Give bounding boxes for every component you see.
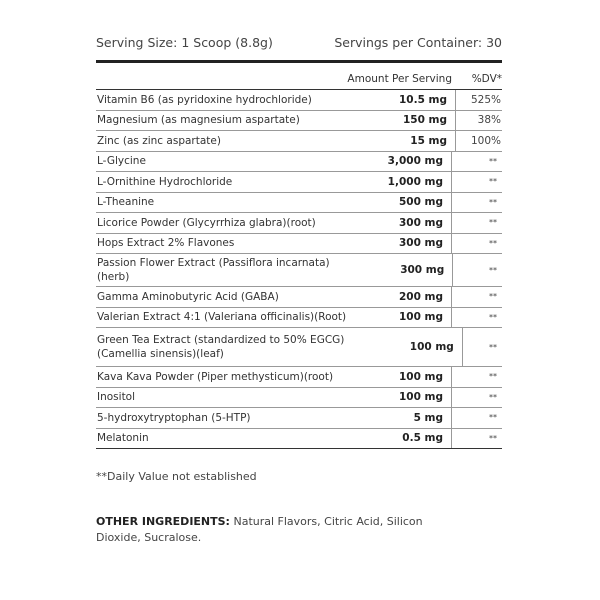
facts-table xyxy=(96,89,502,449)
ingredient-name: Vitamin B6 (as pyridoxine hydrochloride) xyxy=(97,93,312,106)
ingredient-daily-value: ** xyxy=(489,433,497,443)
serving-size-label: Serving Size: xyxy=(96,35,178,50)
ingredient-amount: 150 mg xyxy=(355,111,456,131)
table-row xyxy=(96,192,502,213)
ingredient-amount: 1,000 mg xyxy=(351,172,452,192)
amount-header xyxy=(96,69,502,89)
ingredient-daily-value: ** xyxy=(489,197,497,207)
ingredient-name: L-Theanine xyxy=(97,196,155,209)
ingredient-daily-value: ** xyxy=(489,342,497,352)
ingredient-daily-value: ** xyxy=(489,265,497,275)
ingredient-name: Melatonin xyxy=(97,432,149,445)
table-row xyxy=(96,90,502,110)
ingredient-name: Magnesium (as magnesium aspartate) xyxy=(97,114,300,127)
ingredient-name: L-Ornithine Hydrochloride xyxy=(97,175,233,188)
table-row xyxy=(96,428,502,449)
ingredient-amount: 200 mg xyxy=(351,287,452,307)
thick-divider xyxy=(96,60,502,63)
ingredient-name: Gamma Aminobutyric Acid (GABA) xyxy=(97,290,279,303)
ingredient-daily-value: ** xyxy=(489,238,497,248)
ingredient-daily-value: ** xyxy=(489,413,497,423)
ingredient-amount: 100 mg xyxy=(351,388,452,408)
ingredient-amount: 100 mg xyxy=(384,328,463,366)
ingredient-amount: 10.5 mg xyxy=(355,90,456,110)
ingredient-daily-value: ** xyxy=(489,312,497,322)
table-row xyxy=(96,286,502,307)
table-row xyxy=(96,253,502,286)
ingredient-name: Hops Extract 2% Flavones xyxy=(97,237,235,250)
ingredient-name: Kava Kava Powder (Piper methysticum)(root) xyxy=(97,370,334,383)
serving-size-value: 1 Scoop (8.8g) xyxy=(181,35,273,50)
ingredient-daily-value: ** xyxy=(489,392,497,402)
ingredient-daily-value: ** xyxy=(489,177,497,187)
ingredient-amount: 3,000 mg xyxy=(351,152,452,172)
ingredient-amount: 0.5 mg xyxy=(351,429,452,449)
ingredient-amount: 300 mg xyxy=(351,213,452,233)
other-ingredients xyxy=(96,514,456,546)
other-ingredients-text: Natural Flavors, Citric Acid, Silicon Dioxide, Sucralose. xyxy=(96,515,423,544)
ingredient-amount: 300 mg xyxy=(351,234,452,254)
ingredient-daily-value: ** xyxy=(489,156,497,166)
table-row xyxy=(96,327,502,366)
table-row xyxy=(96,151,502,172)
ingredient-name: 5-hydroxytryptophan (5-HTP) xyxy=(97,411,251,424)
ingredient-name: Valerian Extract 4:1 (Valeriana officinalis)(Root) xyxy=(97,311,347,324)
ingredient-amount: 100 mg xyxy=(351,308,452,328)
serving-info-line xyxy=(96,30,502,56)
ingredient-daily-value: 525% xyxy=(470,93,501,106)
servings-per-container-label: Servings per Container: xyxy=(334,35,483,50)
ingredient-amount: 15 mg xyxy=(355,131,456,151)
table-row xyxy=(96,212,502,233)
amount-per-serving-heading: Amount Per Serving xyxy=(347,73,452,85)
ingredient-name: Passion Flower Extract (Passiflora incarnata)(herb) xyxy=(97,257,330,283)
ingredient-amount: 5 mg xyxy=(351,408,452,428)
ingredient-amount: 300 mg xyxy=(355,254,454,286)
table-row xyxy=(96,387,502,408)
ingredient-name: Inositol xyxy=(97,391,136,404)
serving-size xyxy=(96,30,273,56)
table-row xyxy=(96,366,502,387)
ingredient-name: Licorice Powder (Glycyrrhiza glabra)(root) xyxy=(97,216,316,229)
daily-value-heading: %DV* xyxy=(471,73,502,85)
table-row xyxy=(96,307,502,328)
table-row xyxy=(96,233,502,254)
table-row xyxy=(96,130,502,151)
daily-value-footnote: **Daily Value not established xyxy=(96,470,257,483)
ingredient-name: Green Tea Extract (standardized to 50% EGCG) (Camellia sinensis)(leaf) xyxy=(97,334,345,360)
table-row xyxy=(96,407,502,428)
servings-per-container xyxy=(334,30,502,56)
table-row xyxy=(96,110,502,131)
other-ingredients-label: OTHER INGREDIENTS: xyxy=(96,515,230,528)
ingredient-daily-value: ** xyxy=(489,218,497,228)
ingredient-name: L-Glycine xyxy=(97,155,146,168)
ingredient-daily-value: 100% xyxy=(470,134,501,147)
supplement-facts-panel xyxy=(96,30,502,449)
ingredient-daily-value: 38% xyxy=(477,114,501,127)
ingredient-name: Zinc (as zinc aspartate) xyxy=(97,134,221,147)
table-row xyxy=(96,171,502,192)
ingredient-daily-value: ** xyxy=(489,292,497,302)
ingredient-amount: 500 mg xyxy=(351,193,452,213)
servings-per-container-value: 30 xyxy=(486,35,502,50)
ingredient-amount: 100 mg xyxy=(351,367,452,387)
ingredient-daily-value: ** xyxy=(489,372,497,382)
